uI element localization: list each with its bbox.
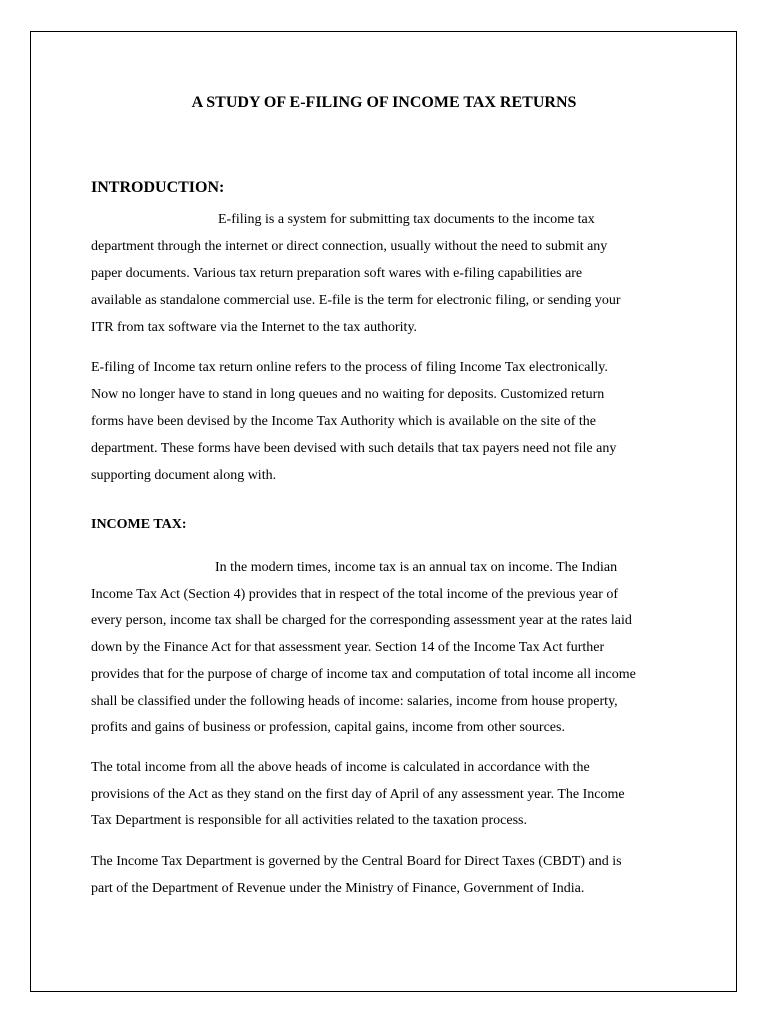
text-line: E-filing is a system for submitting tax documents to the income tax	[218, 212, 595, 227]
income-tax-heading: INCOME TAX:	[91, 517, 187, 532]
text-line: profits and gains of business or profession, capital gains, income from other sources.	[91, 720, 565, 736]
income-tax-paragraph-2	[91, 755, 691, 835]
document-title: A STUDY OF E-FILING OF INCOME TAX RETURNS	[191, 94, 577, 111]
text-line: Tax Department is responsible for all activities related to the taxation process.	[91, 813, 527, 828]
text-line: The total income from all the above heads of income is calculated in accordance with the	[91, 760, 590, 775]
text-line: Income Tax Act (Section 4) provides that in respect of the total income of the previous year of	[91, 586, 619, 602]
text-line: down by the Finance Act for that assessment year. Section 14 of the Income Tax Act further	[91, 640, 605, 656]
text-line: provides that for the purpose of charge of income tax and computation of total income all income	[91, 666, 636, 682]
text-line: E-filing of Income tax return online refers to the process of filing Income Tax electronically.	[91, 360, 608, 375]
text-line: every person, income tax shall be charged for the corresponding assessment year at the rates laid	[91, 613, 632, 629]
text-line: supporting document along with.	[91, 468, 277, 483]
introduction-heading: INTRODUCTION:	[91, 179, 225, 196]
text-line: available as standalone commercial use. E-file is the term for electronic filing, or sending your	[91, 293, 621, 308]
text-line: In the modern times, income tax is an annual tax on income. The Indian	[215, 560, 618, 575]
text-line: The Income Tax Department is governed by the Central Board for Direct Taxes (CBDT) and is	[91, 854, 622, 869]
text-line: department. These forms have been devised with such details that tax payers need not file any	[91, 441, 617, 456]
introduction-paragraph-1	[91, 206, 691, 341]
text-line: shall be classified under the following heads of income: salaries, income from house property,	[91, 693, 618, 709]
text-line: Now no longer have to stand in long queues and no waiting for deposits. Customized return	[91, 387, 605, 402]
text-line: part of the Department of Revenue under the Ministry of Finance, Government of India.	[91, 881, 585, 896]
income-tax-paragraph-3	[91, 848, 691, 902]
introduction-paragraph-2	[91, 354, 691, 489]
text-line: department through the internet or direct connection, usually without the need to submit any	[91, 239, 608, 254]
text-line: forms have been devised by the Income Tax Authority which is available on the site of the	[91, 414, 596, 429]
text-line: provisions of the Act as they stand on the first day of April of any assessment year. The Income	[91, 786, 625, 802]
text-line: ITR from tax software via the Internet to the tax authority.	[91, 320, 418, 335]
text-line: paper documents. Various tax return preparation soft wares with e-filing capabilities are	[91, 266, 583, 281]
income-tax-paragraph-1	[91, 555, 691, 742]
